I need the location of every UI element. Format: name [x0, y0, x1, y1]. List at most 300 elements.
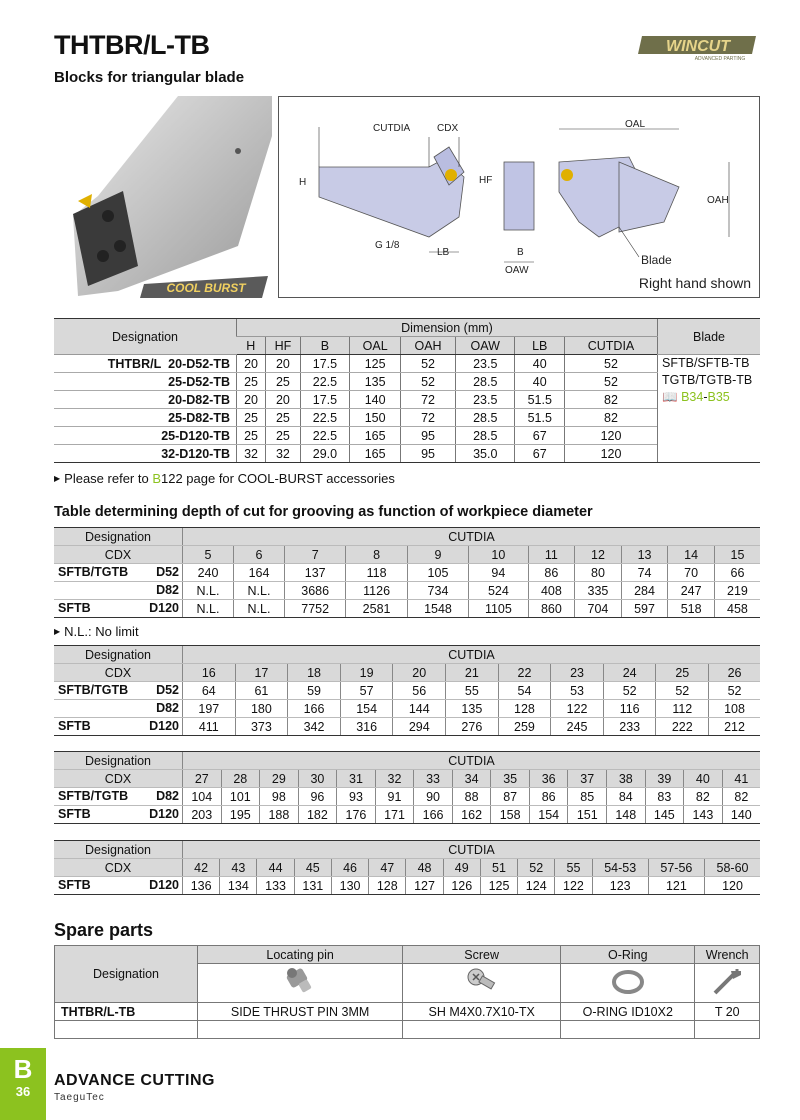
cell-b: 17.5 — [300, 355, 350, 373]
depth-cell: 294 — [393, 718, 446, 736]
depth-cell: 524 — [469, 582, 528, 600]
series-prefix: THTBR/L — [107, 356, 162, 371]
designation-code: 25-D82-TB — [54, 409, 237, 427]
depth-cell: 222 — [656, 718, 709, 736]
depth-cell: 197 — [183, 700, 236, 718]
page-subtitle: Blocks for triangular blade — [54, 69, 245, 86]
cell-lb: 67 — [515, 427, 565, 445]
cdx-value: 29 — [260, 770, 299, 788]
depth-cell: 154 — [340, 700, 393, 718]
col-lb: LB — [515, 337, 565, 355]
cell-oal: 135 — [350, 373, 401, 391]
depth-cell: 182 — [298, 806, 337, 824]
cdx-value: 21 — [446, 664, 499, 682]
depth-cell: 108 — [709, 700, 760, 718]
cdx-value: 6 — [234, 546, 285, 564]
cell-lb: 51.5 — [515, 391, 565, 409]
cdx-value: 51 — [480, 859, 517, 877]
cell-hf: 20 — [266, 355, 301, 373]
depth-cell: 59 — [288, 682, 341, 700]
depth-cell: 88 — [452, 788, 491, 806]
depth-cell: 56 — [393, 682, 446, 700]
depth-cell: 212 — [709, 718, 760, 736]
depth-cell: 166 — [288, 700, 341, 718]
depth-cell: 57 — [340, 682, 393, 700]
locating-pin-header: Locating pin — [198, 946, 403, 964]
cdx-value: 45 — [294, 859, 331, 877]
depth-cell: 162 — [452, 806, 491, 824]
blade-cell — [658, 355, 761, 463]
cdx-header: CDX — [54, 546, 183, 564]
cdx-value: 52 — [518, 859, 555, 877]
page-title: THTBR/L-TB — [54, 30, 210, 60]
depth-cell: 85 — [568, 788, 607, 806]
cell-cutdia: 82 — [565, 391, 658, 409]
cell-oaw: 23.5 — [456, 355, 515, 373]
brand-tagline: ADVANCED PARTING — [694, 56, 746, 62]
cdx-value: 15 — [714, 546, 760, 564]
screw-header: Screw — [403, 946, 561, 964]
dim-label-h: H — [299, 177, 307, 188]
depth-cell: 145 — [645, 806, 684, 824]
depth-cell: 188 — [260, 806, 299, 824]
dim-label-blade: Blade — [641, 253, 672, 267]
depth-cell: 86 — [529, 788, 568, 806]
cell-oaw: 23.5 — [456, 391, 515, 409]
screw-value: SH M4X0.7X10-TX — [403, 1003, 561, 1021]
cell-cutdia: 120 — [565, 427, 658, 445]
depth-cell: 82 — [684, 788, 723, 806]
depth-cell: 7752 — [285, 600, 346, 618]
table-row — [54, 409, 760, 427]
dimension-table — [54, 318, 760, 463]
depth-cell: N.L. — [183, 600, 234, 618]
dim-label-hf: HF — [479, 175, 493, 186]
depth-cell: 408 — [528, 582, 575, 600]
depth-cell: 94 — [469, 564, 528, 582]
nl-note — [54, 624, 139, 639]
footer-logo: ADVANCE CUTTING — [54, 1072, 215, 1089]
depth-cell: 98 — [260, 788, 299, 806]
cdx-value: 37 — [568, 770, 607, 788]
cell-lb: 51.5 — [515, 409, 565, 427]
depth-cell: 158 — [491, 806, 530, 824]
cdx-value: 5 — [183, 546, 234, 564]
cell-b: 22.5 — [300, 409, 350, 427]
depth-cell: 342 — [288, 718, 341, 736]
depth-cell: 116 — [603, 700, 656, 718]
depth-cell: 2581 — [346, 600, 407, 618]
depth-cell: 203 — [183, 806, 222, 824]
depth-cell: 84 — [607, 788, 646, 806]
col-oah: OAH — [401, 337, 456, 355]
depth-cell: 52 — [656, 682, 709, 700]
table-row — [54, 391, 760, 409]
technical-drawing — [278, 96, 760, 298]
dim-label-g: G 1/8 — [375, 240, 400, 251]
cdx-value: 14 — [668, 546, 715, 564]
coolburst-badge: COOL BURST — [166, 281, 246, 295]
cell-h: 25 — [237, 373, 266, 391]
depth-cell: 734 — [407, 582, 468, 600]
cell-oah: 52 — [401, 355, 456, 373]
cdx-value: 42 — [183, 859, 220, 877]
row-label-size: D52 — [156, 683, 179, 697]
depth-cell: 597 — [621, 600, 668, 618]
depth-cell: 860 — [528, 600, 575, 618]
cell-oal: 125 — [350, 355, 401, 373]
depth-cell: 91 — [375, 788, 414, 806]
cell-oah: 52 — [401, 373, 456, 391]
cell-h: 32 — [237, 445, 266, 463]
table-row — [54, 445, 760, 463]
cdx-value: 49 — [443, 859, 480, 877]
depth-cell: 134 — [220, 877, 257, 895]
row-label-series: SFTB/TGTB — [58, 683, 129, 697]
depth-cell: 154 — [529, 806, 568, 824]
designation-header: Designation — [54, 319, 237, 355]
dim-label-b: B — [517, 247, 524, 258]
cell-lb: 40 — [515, 355, 565, 373]
dim-label-cdx: CDX — [437, 123, 459, 134]
col-oaw: OAW — [456, 337, 515, 355]
cdx-value: 57-56 — [648, 859, 704, 877]
cdx-value: 12 — [575, 546, 622, 564]
designation-header: Designation — [54, 646, 183, 664]
depth-cell: 133 — [257, 877, 294, 895]
depth-cell: 180 — [235, 700, 288, 718]
page-ref-link[interactable]: B — [152, 471, 161, 486]
depth-cell: 66 — [714, 564, 760, 582]
cell-b: 22.5 — [300, 427, 350, 445]
depth-cell: 131 — [294, 877, 331, 895]
table-row-empty — [55, 1021, 760, 1039]
note-text-before: Please refer to — [64, 471, 153, 486]
cutdia-header: CUTDIA — [183, 752, 761, 770]
designation-code: 25-D52-TB — [54, 373, 237, 391]
brand-logo — [636, 34, 760, 62]
section-letter: B — [13, 1054, 33, 1084]
depth-cell: 151 — [568, 806, 607, 824]
depth-cell: 148 — [607, 806, 646, 824]
designation-code: 32-D120-TB — [54, 445, 237, 463]
cell-oaw: 28.5 — [456, 373, 515, 391]
dim-label-cutdia: CUTDIA — [373, 123, 411, 134]
cell-oaw: 28.5 — [456, 427, 515, 445]
depth-cell: 80 — [575, 564, 622, 582]
depth-cell: 122 — [551, 700, 604, 718]
depth-cell: 52 — [603, 682, 656, 700]
cdx-value: 33 — [414, 770, 453, 788]
depth-cell: 245 — [551, 718, 604, 736]
depth-cell: 123 — [592, 877, 648, 895]
cdx-value: 9 — [407, 546, 468, 564]
designation-cell — [54, 355, 237, 373]
depth-cell: 140 — [722, 806, 760, 824]
cdx-value: 32 — [375, 770, 414, 788]
cdx-value: 34 — [452, 770, 491, 788]
cdx-value: 48 — [406, 859, 443, 877]
cdx-value: 24 — [603, 664, 656, 682]
depth-cell: 54 — [498, 682, 551, 700]
table-row — [54, 355, 760, 373]
cell-oal: 150 — [350, 409, 401, 427]
cdx-value: 38 — [607, 770, 646, 788]
cdx-header: CDX — [54, 664, 183, 682]
cdx-value: 23 — [551, 664, 604, 682]
cdx-header: CDX — [54, 859, 183, 877]
book-icon: 📖 — [662, 390, 678, 404]
wrench-icon — [695, 964, 760, 1003]
cell-oaw: 35.0 — [456, 445, 515, 463]
cdx-value: 11 — [528, 546, 575, 564]
wrench-header: Wrench — [695, 946, 760, 964]
cell-b: 17.5 — [300, 391, 350, 409]
row-label-series: SFTB — [58, 878, 91, 892]
cdx-value: 44 — [257, 859, 294, 877]
cutdia-header: CUTDIA — [183, 646, 761, 664]
depth-cell: 176 — [337, 806, 376, 824]
depth-cell: 195 — [221, 806, 260, 824]
cell-cutdia: 52 — [565, 355, 658, 373]
cdx-value: 26 — [709, 664, 760, 682]
blade-header: Blade — [658, 319, 761, 355]
depth-cell: 247 — [668, 582, 715, 600]
cut-depth-table-4 — [54, 840, 760, 895]
o-ring-header: O-Ring — [561, 946, 695, 964]
depth-cell: 124 — [518, 877, 555, 895]
row-label-size: D120 — [149, 601, 179, 615]
depth-cell: 144 — [393, 700, 446, 718]
depth-cell: 316 — [340, 718, 393, 736]
row-label-series: SFTB — [58, 719, 91, 733]
depth-cell: 240 — [183, 564, 234, 582]
depth-cell: 70 — [668, 564, 715, 582]
cdx-value: 35 — [491, 770, 530, 788]
cdx-value: 13 — [621, 546, 668, 564]
depth-cell: 164 — [234, 564, 285, 582]
cell-h: 25 — [237, 427, 266, 445]
cell-hf: 25 — [266, 427, 301, 445]
depth-cell: 411 — [183, 718, 236, 736]
cdx-value: 31 — [337, 770, 376, 788]
depth-cell: 127 — [406, 877, 443, 895]
spare-parts-title: Spare parts — [54, 920, 154, 940]
blade-ref-start: B34 — [681, 390, 704, 404]
cell-h: 25 — [237, 409, 266, 427]
page-number: 36 — [15, 1084, 31, 1099]
cell-oah: 95 — [401, 445, 456, 463]
spare-parts-table — [54, 945, 760, 1039]
cell-h: 20 — [237, 355, 266, 373]
dim-label-oah: OAH — [707, 195, 729, 206]
row-label-size: D82 — [156, 789, 179, 803]
wrench-value: T 20 — [695, 1003, 760, 1021]
depth-cell: 112 — [656, 700, 709, 718]
product-photo — [58, 96, 272, 302]
row-label-size: D120 — [149, 807, 179, 821]
depth-cell: 335 — [575, 582, 622, 600]
depth-cell: 74 — [621, 564, 668, 582]
depth-cell: 259 — [498, 718, 551, 736]
cell-oah: 95 — [401, 427, 456, 445]
depth-cell: 64 — [183, 682, 236, 700]
spare-designation: THTBR/L-TB — [55, 1003, 198, 1021]
cell-h: 20 — [237, 391, 266, 409]
dimension-header: Dimension (mm) — [237, 319, 658, 337]
cdx-value: 43 — [220, 859, 257, 877]
o-ring-value: O-RING ID10X2 — [561, 1003, 695, 1021]
table-row — [54, 373, 760, 391]
depth-cell: 1126 — [346, 582, 407, 600]
depth-cell: 87 — [491, 788, 530, 806]
cut-depth-table-1 — [54, 527, 760, 618]
cell-hf: 20 — [266, 391, 301, 409]
cell-hf: 32 — [266, 445, 301, 463]
cdx-value: 10 — [469, 546, 528, 564]
table-row — [54, 427, 760, 445]
cdx-value: 8 — [346, 546, 407, 564]
depth-cell: 373 — [235, 718, 288, 736]
depth-cell: 128 — [369, 877, 406, 895]
depth-cell: 125 — [480, 877, 517, 895]
cell-lb: 40 — [515, 373, 565, 391]
triangle-bullet-icon: ▶ — [54, 627, 61, 636]
cdx-value: 18 — [288, 664, 341, 682]
brand-logo-text: WINCUT — [666, 38, 730, 55]
depth-cell: 219 — [714, 582, 760, 600]
row-label-size: D52 — [156, 565, 179, 579]
cdx-value: 7 — [285, 546, 346, 564]
depth-cell: 458 — [714, 600, 760, 618]
nl-note-text: N.L.: No limit — [64, 624, 139, 639]
depth-cell: 118 — [346, 564, 407, 582]
depth-cell: 704 — [575, 600, 622, 618]
row-label-series: SFTB — [58, 807, 91, 821]
depth-cell: 122 — [555, 877, 592, 895]
designation-header: Designation — [55, 946, 198, 1003]
designation-code: 20-D82-TB — [54, 391, 237, 409]
cell-cutdia: 120 — [565, 445, 658, 463]
footer-company: TaeguTec — [54, 1092, 105, 1103]
cdx-value: 36 — [529, 770, 568, 788]
row-label-size: D82 — [156, 701, 179, 715]
depth-cell: 104 — [183, 788, 222, 806]
depth-cell: 1105 — [469, 600, 528, 618]
cell-cutdia: 82 — [565, 409, 658, 427]
cell-oal: 165 — [350, 427, 401, 445]
depth-cell: 82 — [722, 788, 760, 806]
cell-oal: 165 — [350, 445, 401, 463]
cdx-value: 25 — [656, 664, 709, 682]
cell-b: 29.0 — [300, 445, 350, 463]
depth-cell: 284 — [621, 582, 668, 600]
depth-cell: 52 — [709, 682, 760, 700]
depth-cell: 96 — [298, 788, 337, 806]
depth-cell: 518 — [668, 600, 715, 618]
row-label-size: D120 — [149, 719, 179, 733]
section-tab — [0, 1048, 46, 1120]
cell-oaw: 28.5 — [456, 409, 515, 427]
cdx-value: 22 — [498, 664, 551, 682]
designation-header: Designation — [54, 841, 183, 859]
depth-cell: 1548 — [407, 600, 468, 618]
cut-depth-table-3 — [54, 751, 760, 824]
dim-label-lb: LB — [437, 247, 450, 258]
blade-line-1: SFTB/SFTB-TB — [662, 356, 750, 370]
cdx-value: 28 — [221, 770, 260, 788]
cell-oah: 72 — [401, 409, 456, 427]
blade-reference[interactable] — [662, 389, 760, 406]
depth-cell: N.L. — [234, 600, 285, 618]
depth-cell: 101 — [221, 788, 260, 806]
depth-cell: 93 — [337, 788, 376, 806]
depth-cell: 171 — [375, 806, 414, 824]
dim-label-oal: OAL — [625, 119, 646, 130]
cdx-value: 47 — [369, 859, 406, 877]
row-label-size: D120 — [149, 878, 179, 892]
cdx-value: 30 — [298, 770, 337, 788]
col-b: B — [300, 337, 350, 355]
depth-cell: 86 — [528, 564, 575, 582]
cdx-value: 58-60 — [704, 859, 760, 877]
row-label-series: SFTB — [58, 601, 91, 615]
col-h: H — [237, 337, 266, 355]
designation-header: Designation — [54, 752, 183, 770]
blade-line-2: TGTB/TGTB-TB — [662, 373, 753, 387]
designation-code: 25-D120-TB — [54, 427, 237, 445]
cdx-value: 40 — [684, 770, 723, 788]
depth-cell: 130 — [331, 877, 368, 895]
row-label-series: SFTB/TGTB — [58, 789, 129, 803]
cdx-value: 19 — [340, 664, 393, 682]
cdx-value: 39 — [645, 770, 684, 788]
cutdia-header: CUTDIA — [183, 528, 761, 546]
o-ring-icon — [561, 964, 695, 1003]
cell-hf: 25 — [266, 409, 301, 427]
depth-cell: 3686 — [285, 582, 346, 600]
depth-cell: 83 — [645, 788, 684, 806]
cell-cutdia: 52 — [565, 373, 658, 391]
note-text-after: 122 page for COOL-BURST accessories — [160, 471, 395, 486]
locating-pin-icon — [198, 964, 403, 1003]
cutdia-header: CUTDIA — [183, 841, 761, 859]
cdx-value: 46 — [331, 859, 368, 877]
depth-cell: 128 — [498, 700, 551, 718]
depth-cell: N.L. — [183, 582, 234, 600]
cell-oah: 72 — [401, 391, 456, 409]
cdx-value: 16 — [183, 664, 236, 682]
row-label-size: D82 — [156, 583, 179, 597]
col-hf: HF — [266, 337, 301, 355]
cell-hf: 25 — [266, 373, 301, 391]
dim-label-oaw: OAW — [505, 265, 529, 276]
cell-lb: 67 — [515, 445, 565, 463]
cdx-header: CDX — [54, 770, 183, 788]
depth-cell: 55 — [446, 682, 499, 700]
depth-cell: 135 — [446, 700, 499, 718]
depth-cell: 137 — [285, 564, 346, 582]
coolburst-note — [54, 471, 395, 486]
cell-oal: 140 — [350, 391, 401, 409]
col-cutdia: CUTDIA — [565, 337, 658, 355]
cut-depth-table-2 — [54, 645, 760, 736]
cdx-value: 41 — [722, 770, 760, 788]
diagram-note: Right hand shown — [638, 275, 751, 291]
locating-pin-value: SIDE THRUST PIN 3MM — [198, 1003, 403, 1021]
depth-cell: 90 — [414, 788, 453, 806]
row-label-series: SFTB/TGTB — [58, 565, 129, 579]
